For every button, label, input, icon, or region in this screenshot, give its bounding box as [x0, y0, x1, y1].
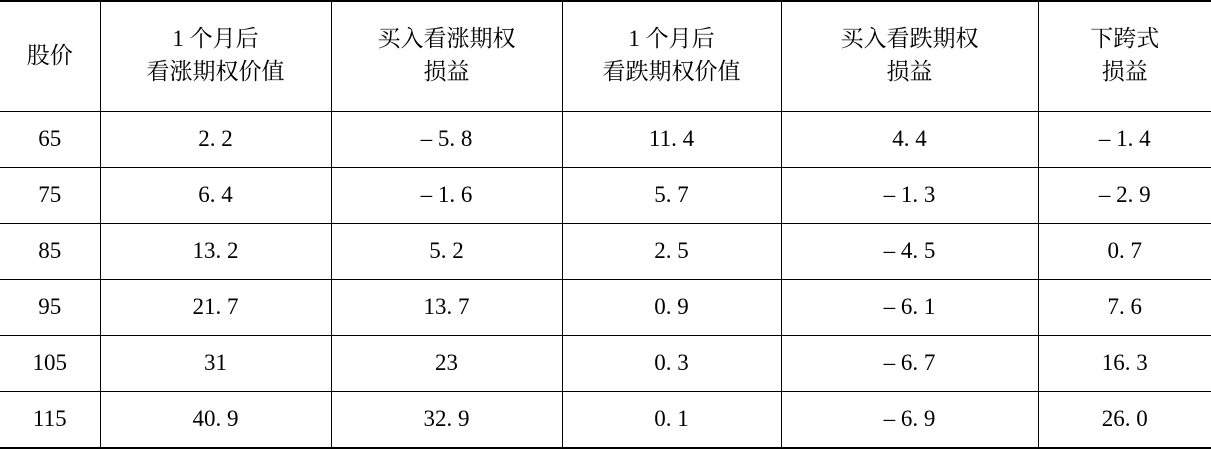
- cell-call-pnl: 5. 2: [331, 223, 562, 279]
- table-row: [0, 335, 1211, 391]
- table-header: [0, 1, 1211, 111]
- cell-stock-price: 65: [0, 111, 100, 167]
- cell-stock-price: 115: [0, 391, 100, 448]
- column-header-put-pnl: [781, 1, 1038, 111]
- column-header-put-value: [562, 1, 781, 111]
- cell-call-value: 21. 7: [100, 279, 331, 335]
- cell-stock-price: 85: [0, 223, 100, 279]
- cell-put-pnl: – 6. 9: [781, 391, 1038, 448]
- table-row: [0, 223, 1211, 279]
- table-row: [0, 111, 1211, 167]
- cell-call-value: 31: [100, 335, 331, 391]
- table-header-row: [0, 1, 1211, 111]
- cell-put-value: 0. 1: [562, 391, 781, 448]
- cell-call-pnl: 13. 7: [331, 279, 562, 335]
- cell-stock-price: 95: [0, 279, 100, 335]
- cell-straddle-pnl: – 1. 4: [1038, 111, 1211, 167]
- header-line: 下跨式: [1090, 25, 1160, 51]
- cell-call-pnl: 32. 9: [331, 391, 562, 448]
- header-line: 股价: [26, 42, 73, 68]
- cell-straddle-pnl: 7. 6: [1038, 279, 1211, 335]
- cell-put-value: 11. 4: [562, 111, 781, 167]
- cell-stock-price: 75: [0, 167, 100, 223]
- cell-call-value: 2. 2: [100, 111, 331, 167]
- column-header-call-pnl: [331, 1, 562, 111]
- header-line: 损益: [1101, 59, 1148, 85]
- cell-straddle-pnl: – 2. 9: [1038, 167, 1211, 223]
- cell-call-value: 40. 9: [100, 391, 331, 448]
- column-header-call-value: [100, 1, 331, 111]
- cell-put-pnl: 4. 4: [781, 111, 1038, 167]
- cell-call-pnl: 23: [331, 335, 562, 391]
- cell-straddle-pnl: 26. 0: [1038, 391, 1211, 448]
- cell-call-value: 13. 2: [100, 223, 331, 279]
- cell-call-value: 6. 4: [100, 167, 331, 223]
- cell-put-value: 0. 3: [562, 335, 781, 391]
- cell-straddle-pnl: 16. 3: [1038, 335, 1211, 391]
- header-line: 1 个月后: [172, 25, 259, 51]
- cell-put-value: 2. 5: [562, 223, 781, 279]
- column-header-stock-price: [0, 1, 100, 111]
- header-line: 看涨期权价值: [146, 59, 285, 85]
- cell-call-pnl: – 1. 6: [331, 167, 562, 223]
- table-row: [0, 167, 1211, 223]
- table-row: [0, 391, 1211, 448]
- table-body: [0, 111, 1211, 448]
- cell-put-pnl: – 6. 7: [781, 335, 1038, 391]
- header-line: 看跌期权价值: [602, 59, 741, 85]
- cell-put-value: 5. 7: [562, 167, 781, 223]
- cell-call-pnl: – 5. 8: [331, 111, 562, 167]
- cell-stock-price: 105: [0, 335, 100, 391]
- cell-put-pnl: – 1. 3: [781, 167, 1038, 223]
- header-line: 1 个月后: [628, 25, 715, 51]
- header-line: 损益: [886, 59, 933, 85]
- header-line: 损益: [423, 59, 470, 85]
- cell-put-value: 0. 9: [562, 279, 781, 335]
- cell-put-pnl: – 4. 5: [781, 223, 1038, 279]
- column-header-straddle-pnl: [1038, 1, 1211, 111]
- cell-put-pnl: – 6. 1: [781, 279, 1038, 335]
- header-line: 买入看跌期权: [840, 25, 979, 51]
- cell-straddle-pnl: 0. 7: [1038, 223, 1211, 279]
- table-row: [0, 279, 1211, 335]
- header-line: 买入看涨期权: [377, 25, 516, 51]
